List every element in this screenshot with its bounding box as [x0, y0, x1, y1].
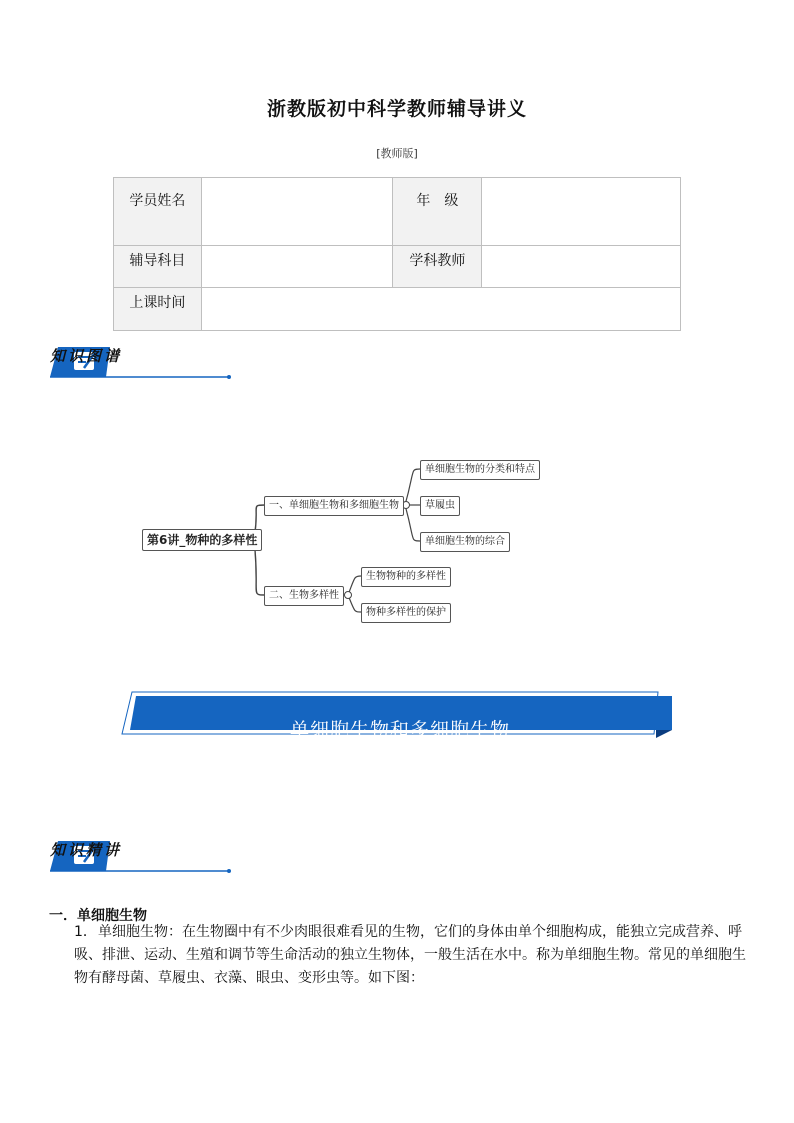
student-name-label: 学员姓名	[114, 178, 202, 246]
mind-map-branch-1: 一、单细胞生物和多细胞生物	[264, 496, 404, 516]
paragraph	[74, 921, 754, 990]
table-row	[114, 246, 681, 288]
page-subtitle: [教师版]	[376, 147, 418, 160]
knowledge-explain-label: 知识精讲	[50, 841, 123, 859]
knowledge-map-badge	[48, 343, 238, 383]
mind-map	[140, 455, 560, 630]
grade-label: 年 级	[393, 178, 482, 246]
table-row	[114, 178, 681, 246]
section-heading: 一．单细胞生物	[49, 908, 147, 924]
teacher-value[interactable]	[482, 246, 681, 288]
item-text: 单细胞生物：在生物圈中有不少肉眼很难看见的生物，它们的身体由单个细胞构成，能独立完成营养、呼吸、排泄、运动、生殖和调节等生命活动的独立生物体，一般生活在水中。称为单细胞生物。常见的单细胞生物有酵母菌、草履虫、衣藻、眼虫、变形虫等。如下图：	[74, 924, 746, 986]
student-info-table	[113, 177, 681, 331]
class-time-value[interactable]	[201, 288, 680, 331]
teacher-label: 学科教师	[393, 246, 482, 288]
subject-label: 辅导科目	[114, 246, 202, 288]
mind-map-branch-2: 二、生物多样性	[264, 586, 344, 606]
mind-map-root: 第6讲_物种的多样性	[142, 529, 262, 551]
student-name-value[interactable]	[201, 178, 393, 246]
mind-map-leaf: 物种多样性的保护	[361, 603, 451, 623]
knowledge-explain-badge	[48, 837, 238, 877]
mind-map-leaf: 生物物种的多样性	[361, 567, 451, 587]
mind-map-leaf: 单细胞生物的分类和特点	[420, 460, 540, 480]
mind-map-leaf: 草履虫	[420, 496, 460, 516]
subject-value[interactable]	[201, 246, 393, 288]
grade-value[interactable]	[482, 178, 681, 246]
knowledge-map-label: 知识图谱	[50, 347, 123, 365]
section-banner-title: 单细胞生物和多细胞生物	[289, 719, 510, 741]
class-time-label: 上课时间	[114, 288, 202, 331]
table-row	[114, 288, 681, 331]
mind-map-leaf: 单细胞生物的综合	[420, 532, 510, 552]
page-title: 浙教版初中科学教师辅导讲义	[266, 98, 527, 120]
item-number: 1．	[74, 924, 97, 940]
